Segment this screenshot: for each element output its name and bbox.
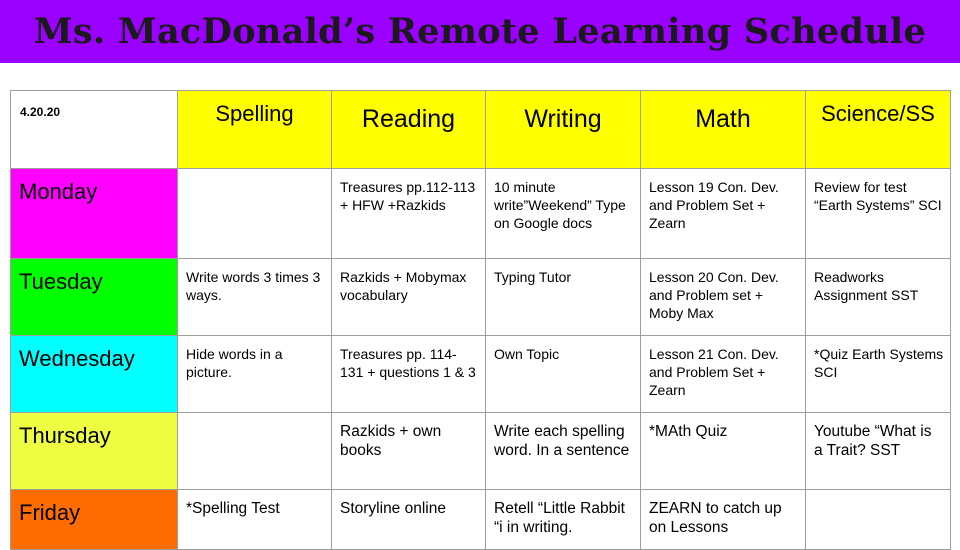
table-cell: *Spelling Test <box>178 490 332 550</box>
table-cell: Lesson 21 Con. Dev. and Problem Set + Zearn <box>641 336 806 413</box>
table-cell: Review for test “Earth Systems” SCI <box>806 169 951 259</box>
table-cell: Own Topic <box>486 336 641 413</box>
table-cell: 10 minute write”Weekend” Type on Google docs <box>486 169 641 259</box>
column-header-math: Math <box>641 91 806 169</box>
header-row <box>11 91 951 169</box>
column-header-science: Science/SS <box>806 91 951 169</box>
table-cell: Razkids + own books <box>332 413 486 490</box>
table-cell: Razkids + Mobymax vocabulary <box>332 259 486 336</box>
date-label: 4.20.20 <box>20 105 61 119</box>
date-cell <box>11 91 178 169</box>
day-cell-tuesday: Tuesday <box>11 259 178 336</box>
schedule-table <box>10 90 951 550</box>
title-banner <box>0 0 960 63</box>
day-cell-monday: Monday <box>11 169 178 259</box>
table-cell: Write each spelling word. In a sentence <box>486 413 641 490</box>
table-cell: *Quiz Earth Systems SCI <box>806 336 951 413</box>
table-cell: Lesson 19 Con. Dev. and Problem Set + Zearn <box>641 169 806 259</box>
column-header-reading: Reading <box>332 91 486 169</box>
page-title: Ms. MacDonald’s Remote Learning Schedule <box>33 11 927 52</box>
table-cell <box>806 490 951 550</box>
table-cell: *MAth Quiz <box>641 413 806 490</box>
day-cell-thursday: Thursday <box>11 413 178 490</box>
day-cell-friday: Friday <box>11 490 178 550</box>
table-cell: Lesson 20 Con. Dev. and Problem set + Moby Max <box>641 259 806 336</box>
table-cell: Treasures pp.112-113 + HFW +Razkids <box>332 169 486 259</box>
table-cell: Hide words in a picture. <box>178 336 332 413</box>
row-friday <box>11 490 951 550</box>
table-cell: ZEARN to catch up on Lessons <box>641 490 806 550</box>
table-cell: Treasures pp. 114-131 + questions 1 & 3 <box>332 336 486 413</box>
column-header-spelling: Spelling <box>178 91 332 169</box>
table-cell: Write words 3 times 3 ways. <box>178 259 332 336</box>
table-cell <box>178 413 332 490</box>
table-cell <box>178 169 332 259</box>
column-header-writing: Writing <box>486 91 641 169</box>
row-tuesday <box>11 259 951 336</box>
table-cell: Readworks Assignment SST <box>806 259 951 336</box>
day-cell-wednesday: Wednesday <box>11 336 178 413</box>
table-cell: Retell “Little Rabbit “i in writing. <box>486 490 641 550</box>
table-cell: Youtube “What is a Trait? SST <box>806 413 951 490</box>
table-cell: Storyline online <box>332 490 486 550</box>
table-cell: Typing Tutor <box>486 259 641 336</box>
row-thursday <box>11 413 951 490</box>
row-monday <box>11 169 951 259</box>
row-wednesday <box>11 336 951 413</box>
